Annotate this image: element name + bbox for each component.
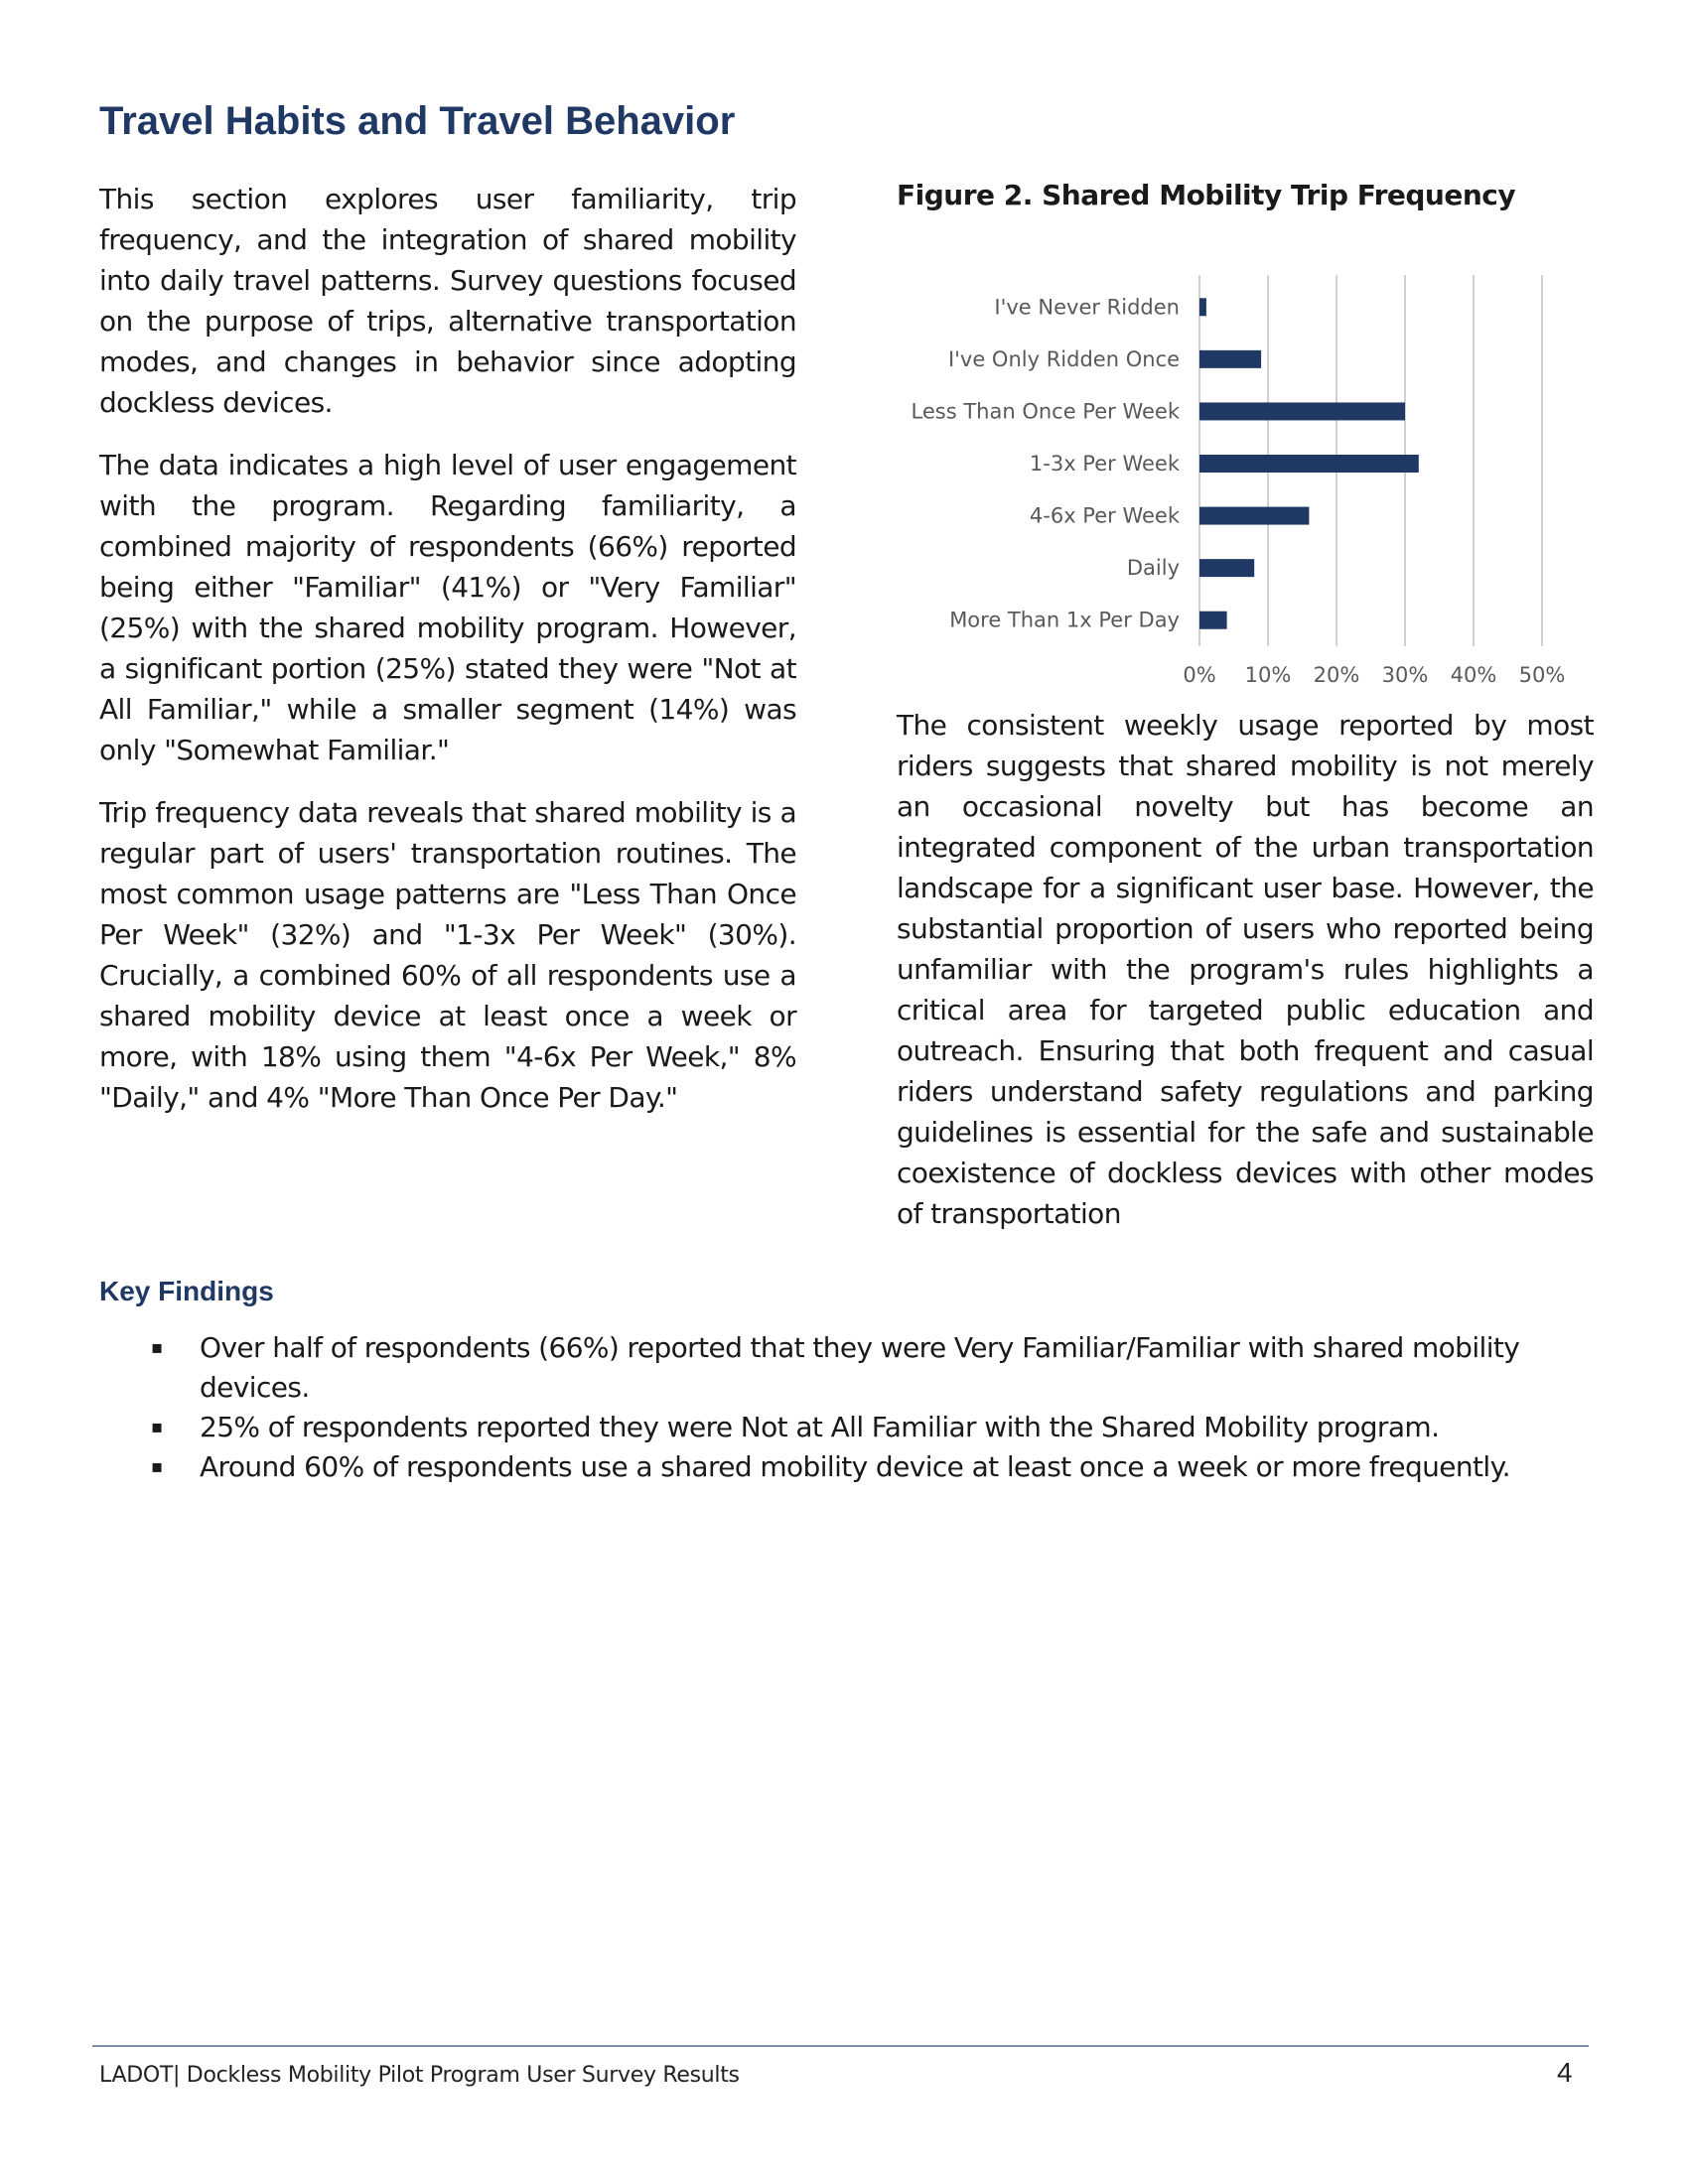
key-finding-item	[99, 1408, 1609, 1447]
key-finding-text: Around 60% of respondents use a shared mobility device at least once a week or more frequently.	[200, 1450, 1510, 1483]
page-title: Travel Habits and Travel Behavior	[99, 99, 736, 143]
footer-text: LADOT| Dockless Mobility Pilot Program User Survey Results	[99, 2063, 740, 2088]
chart-tick-label: 30%	[1381, 663, 1429, 687]
figure-title: Figure 2. Shared Mobility Trip Frequency	[897, 179, 1516, 211]
footer-divider	[92, 2045, 1589, 2047]
key-finding-item	[99, 1328, 1609, 1408]
key-finding-text: 25% of respondents reported they were Not at All Familiar with the Shared Mobility program.	[200, 1411, 1440, 1443]
square-bullet-icon: ▪	[151, 1337, 163, 1358]
chart-category-label: Less Than Once Per Week	[911, 399, 1180, 424]
square-bullet-icon: ▪	[151, 1456, 163, 1477]
trip-frequency-chart	[897, 211, 1594, 698]
chart-tick-label: 40%	[1450, 663, 1497, 687]
chart-bar	[1199, 298, 1206, 316]
chart-tick-label: 20%	[1313, 663, 1360, 687]
chart-tick-label: 50%	[1518, 663, 1566, 687]
chart-bar	[1199, 559, 1254, 577]
chart-tick-label: 10%	[1244, 663, 1292, 687]
chart-bar	[1199, 455, 1419, 473]
left-column	[99, 179, 796, 1140]
chart-bar	[1199, 402, 1405, 420]
chart-bar	[1199, 507, 1309, 525]
chart-bar	[1199, 612, 1227, 629]
chart-bar	[1199, 350, 1261, 368]
chart-category-label: 4-6x Per Week	[1029, 503, 1180, 528]
key-findings-title: Key Findings	[99, 1276, 274, 1306]
chart-canvas	[897, 211, 1594, 698]
chart-category-label: 1-3x Per Week	[1029, 452, 1180, 476]
chart-category-label: I've Never Ridden	[994, 295, 1180, 320]
chart-category-label: Daily	[1126, 556, 1180, 581]
discussion-paragraph: The consistent weekly usage reported by most riders suggests that shared mobility is not merely an occasional novelty but has become an integrated component of the urban transportation landscape for a significant user base. However, the substantial proportion of users who reported being unfamiliar with the program's rules highlights a critical area for targeted public education and outreach. Ensuring that both frequent and casual riders understand safety regulations and parking guidelines is essential for the safe and sustainable coexistence of dockless devices with other modes of transportation	[897, 709, 1594, 1230]
familiarity-paragraph: The data indicates a high level of user engagement with the program. Regarding familiarity, a combined majority of respondents (66%) reported being either "Familiar" (41%) or "Very Familiar" (25%) with the shared mobility program. However, a significant portion (25%) stated they were "Not at All Familiar," while a smaller segment (14%) was only "Somewhat Familiar."	[99, 449, 796, 766]
intro-paragraph: This section explores user familiarity, trip frequency, and the integration of shared mobility into daily travel patterns. Survey questions focused on the purpose of trips, alternative transportation modes, and changes in behavior since adopting dockless devices.	[99, 183, 796, 419]
key-finding-text: Over half of respondents (66%) reported that they were Very Familiar/Familiar with shared mobility devices.	[200, 1331, 1520, 1404]
page-number: 4	[1557, 2057, 1573, 2088]
key-finding-item	[99, 1447, 1609, 1487]
chart-category-label: I've Only Ridden Once	[947, 346, 1180, 371]
chart-tick-label: 0%	[1183, 663, 1216, 687]
trip-frequency-paragraph: Trip frequency data reveals that shared mobility is a regular part of users' transportation routines. The most common usage patterns are "Less Than Once Per Week" (32%) and "1-3x Per Week" (30%). Crucially, a combined 60% of all respondents use a shared mobility device at least once a week or more, with 18% using them "4-6x Per Week," 8% "Daily," and 4% "More Than Once Per Day."	[99, 796, 796, 1114]
square-bullet-icon: ▪	[151, 1417, 163, 1437]
chart-category-label: More Than 1x Per Day	[949, 608, 1180, 632]
right-column	[897, 179, 1594, 1230]
key-findings-list	[99, 1328, 1609, 1487]
